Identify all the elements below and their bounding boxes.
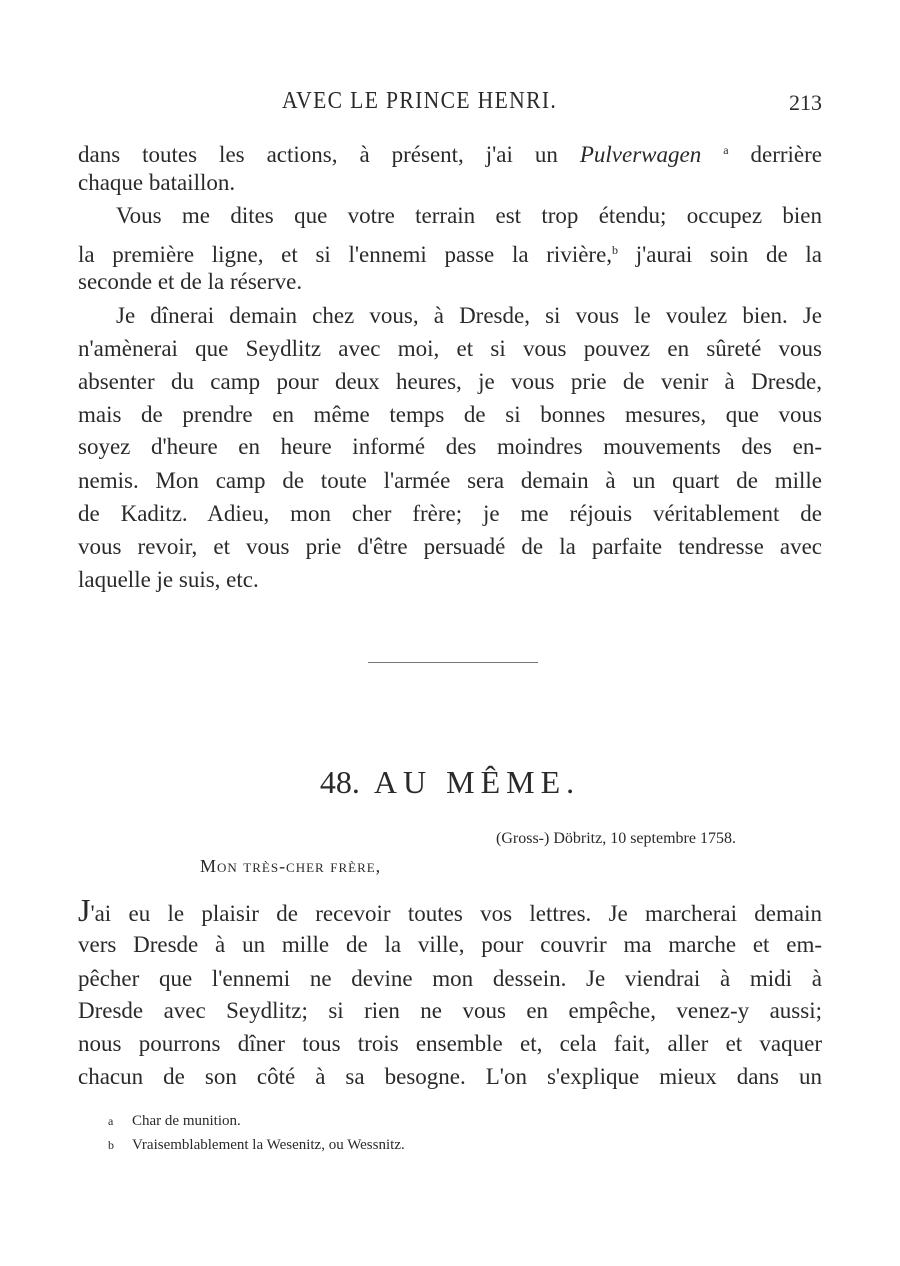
footnote-ref-a[interactable]: a	[723, 143, 729, 157]
letter-date: (Gross-) Döbritz, 10 septembre 1758.	[496, 830, 736, 847]
text-line: soyez d'heure en heure informé des moindres mouvements des en-	[78, 434, 822, 459]
text-line	[78, 892, 822, 928]
text-line: chacun de son côté à sa besogne. L'on s'explique mieux dans un	[78, 1064, 822, 1089]
footnote-mark: a	[108, 1114, 114, 1128]
footnote-mark: b	[108, 1138, 114, 1152]
text-segment: j'aurai soin de la	[618, 242, 822, 267]
text-line: nemis. Mon camp de toute l'armée sera demain à un quart de mille	[78, 468, 822, 493]
letter-heading: AU MÊME.	[373, 764, 581, 800]
footnote-text: Vraisemblablement la Wesenitz, ou Wessnitz.	[132, 1137, 405, 1153]
italic-term: Pulverwagen	[579, 142, 702, 167]
text-line: Dresde avec Seydlitz; si rien ne vous en empêche, venez-y aussi;	[78, 998, 822, 1023]
text-line: mais de prendre en même temps de si bonnes mesures, que vous	[78, 402, 822, 427]
running-title: AVEC LE PRINCE HENRI.	[282, 88, 558, 114]
initial-letter: J	[78, 892, 91, 928]
page-number: 213	[789, 90, 822, 115]
text-line: vous revoir, et vous prie d'être persuadé de la parfaite tendresse avec	[78, 534, 822, 559]
letter-number: 48.	[319, 764, 360, 800]
text-segment: dans toutes les actions, à présent, j'ai un	[78, 142, 580, 167]
text-line	[78, 235, 822, 265]
text-line: chaque bataillon.	[78, 170, 236, 195]
text-line: vers Dresde à un mille de la ville, pour couvrir ma marche et em-	[78, 932, 822, 957]
footnote-ref-b[interactable]: b	[612, 243, 619, 257]
running-header	[0, 88, 900, 118]
text-line: seconde et de la réserve.	[78, 269, 303, 294]
text-line: Je dînerai demain chez vous, à Dresde, si vous le voulez bien. Je	[116, 303, 822, 328]
text-segment: derrière	[728, 142, 822, 167]
text-line: pêcher que l'ennemi ne devine mon dessein. Je viendrai à midi à	[78, 966, 822, 991]
section-divider	[368, 662, 538, 663]
text-line: de Kaditz. Adieu, mon cher frère; je me réjouis véritablement de	[78, 501, 822, 526]
footnote-b	[108, 1137, 405, 1154]
footnote-text: Char de munition.	[132, 1113, 241, 1129]
text-segment: 'ai eu le plaisir de recevoir toutes vos lettres. Je marcherai demain	[90, 901, 822, 926]
text-line: absenter du camp pour deux heures, je vous prie de venir à Dresde,	[78, 369, 822, 394]
text-line: n'amènerai que Seydlitz avec moi, et si vous pouvez en sûreté vous	[78, 336, 822, 361]
text-line	[78, 135, 822, 165]
text-line: laquelle je suis, etc.	[78, 567, 259, 592]
letter-title	[0, 764, 900, 801]
text-line: Vous me dites que votre terrain est trop étendu; occupez bien	[116, 203, 822, 228]
text-segment: la première ligne, et si l'ennemi passe la rivière,	[78, 242, 613, 267]
text-line: nous pourrons dîner tous trois ensemble et, cela fait, aller et vaquer	[78, 1031, 822, 1056]
salutation: Mon très-cher frère,	[200, 856, 382, 876]
footnote-a	[108, 1113, 241, 1130]
